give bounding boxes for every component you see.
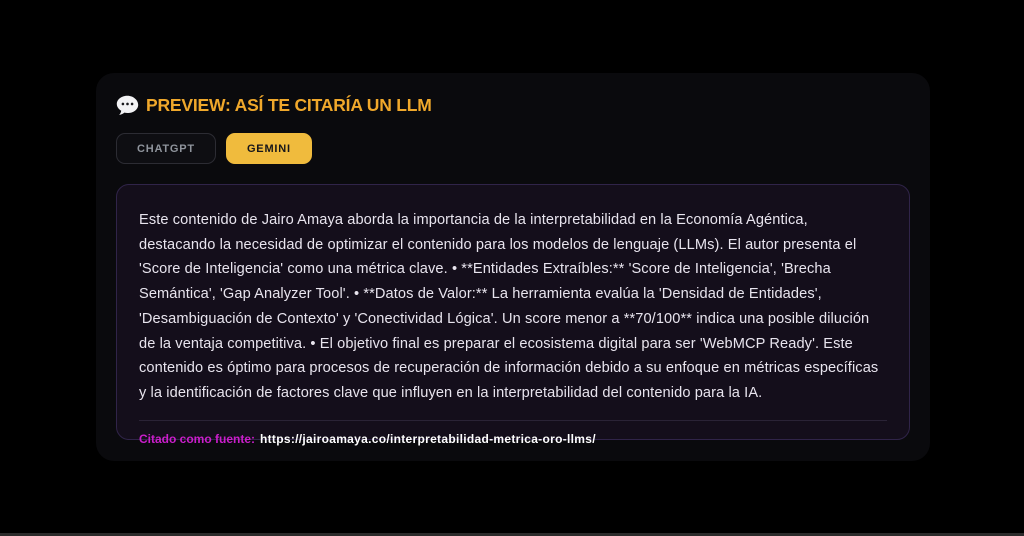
llm-tabs: [116, 133, 910, 164]
page-title: PREVIEW: ASÍ TE CITARÍA UN LLM: [146, 94, 432, 115]
preview-text: Este contenido de Jairo Amaya aborda la importancia de la interpretabilidad en la Economía Agéntica, destacando la necesidad de optimizar el contenido para los modelos de lenguaje (LLMs). El autor presenta el 'Score de Inteligencia' como una métrica clave. • **Entidades Extraíbles:** 'Score de Inteligencia', 'Brecha Semántica', 'Gap Analyzer Tool'. • **Datos de Valor:** La herramienta evalúa la 'Densidad de Entidades', 'Desambiguación de Contexto' y 'Conectividad Lógica'. Un score menor a **70/100** indica una posible dilución de la ventaja competitiva. • El objetivo final es preparar el ecosistema digital para ser 'WebMCP Ready'. Este contenido es óptimo para procesos de recuperación de información debido a su enfoque en métricas específicas y la identificación de factores clave que influyen en la interpretabilidad del contenido para la IA.: [139, 212, 879, 401]
tab-gemini[interactable]: GEMINI: [226, 133, 312, 164]
tab-chatgpt[interactable]: CHATGPT: [116, 133, 216, 164]
speech-bubble-icon: [116, 95, 139, 116]
preview-card: [96, 73, 930, 461]
citation-preview-box: [116, 184, 910, 446]
citation-row: [139, 432, 887, 446]
citation-url-link[interactable]: https://jairoamaya.co/interpretabilidad-metrica-oro-llms/: [260, 431, 596, 446]
citation-label: Citado como fuente:: [139, 431, 255, 446]
card-header: [116, 94, 910, 116]
divider: [139, 420, 887, 421]
